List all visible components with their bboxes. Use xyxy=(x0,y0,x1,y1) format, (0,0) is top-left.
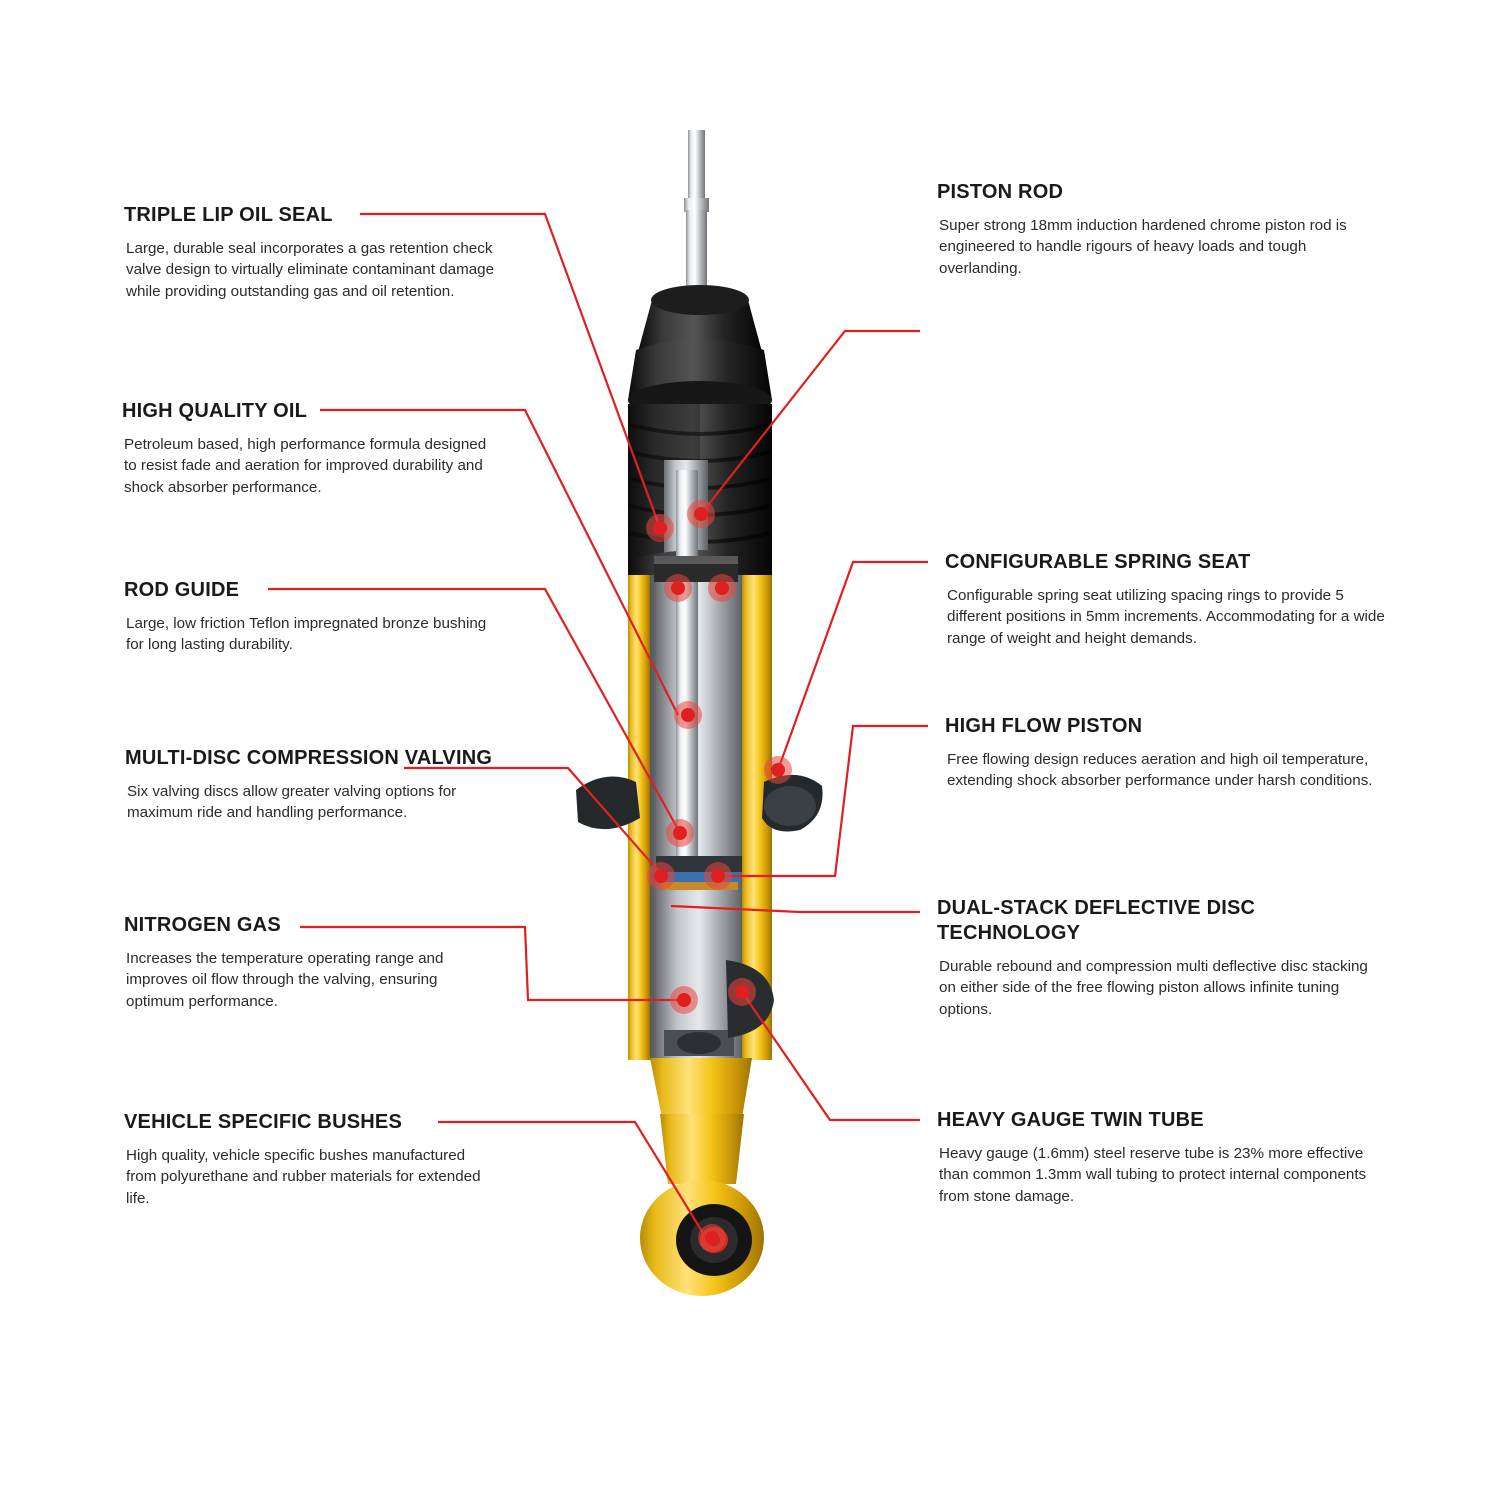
callout-multi-disc-compression-valving xyxy=(125,746,505,824)
leader-dual-stack-deflective-disc-technology xyxy=(671,906,920,912)
callout-body: Increases the temperature operating range and improves oil flow through the valving, ensuring optimum performance. xyxy=(126,949,444,1010)
callout-rod-guide xyxy=(124,578,494,656)
leader-high-flow-piston xyxy=(718,726,928,876)
leader-configurable-spring-seat xyxy=(778,562,928,770)
callout-body: Petroleum based, high performance formula designed to resist fade and aeration for improved durability and shock absorber performance. xyxy=(124,435,487,496)
callout-body: Configurable spring seat utilizing spacing rings to provide 5 different positions in 5mm increments. Accommodating for a wide range of weight and height demands. xyxy=(947,586,1385,647)
callout-triple-lip-oil-seal xyxy=(124,203,504,303)
callout-title: TRIPLE LIP OIL SEAL xyxy=(124,204,333,226)
callout-body: Large, low friction Teflon impregnated bronze bushing for long lasting durability. xyxy=(126,614,487,654)
callout-title: VEHICLE SPECIFIC BUSHES xyxy=(124,1111,402,1133)
callout-body: Free flowing design reduces aeration and high oil temperature, extending shock absorber performance under harsh conditions. xyxy=(947,750,1373,790)
hotspot-markers xyxy=(646,500,792,1252)
callout-heavy-gauge-twin-tube xyxy=(937,1108,1381,1208)
callout-title: NITROGEN GAS xyxy=(124,914,281,936)
callout-high-quality-oil xyxy=(122,399,494,499)
leader-piston-rod xyxy=(701,331,920,514)
callout-body: Heavy gauge (1.6mm) steel reserve tube is 23% more effective than common 1.3mm wall tubing to protect internal components from stone damage. xyxy=(939,1144,1367,1205)
callout-title: CONFIGURABLE SPRING SEAT xyxy=(945,551,1251,573)
callout-body: Durable rebound and compression multi deflective disc stacking on either side of the free flowing piston allows infinite tuning options. xyxy=(939,957,1368,1018)
callout-title: ROD GUIDE xyxy=(124,579,240,601)
callout-nitrogen-gas xyxy=(124,913,496,1013)
callout-piston-rod xyxy=(937,180,1389,280)
callout-title: PISTON ROD xyxy=(937,181,1064,203)
callout-body: Large, durable seal incorporates a gas retention check valve design to virtually eliminate contaminant damage while providing outstanding gas and oil retention. xyxy=(126,239,495,300)
callout-configurable-spring-seat xyxy=(945,550,1385,650)
callout-title: HIGH FLOW PISTON xyxy=(945,715,1143,737)
callout-title: HIGH QUALITY OIL xyxy=(122,400,308,422)
leader-heavy-gauge-twin-tube xyxy=(742,992,920,1120)
callout-vehicle-specific-bushes xyxy=(124,1110,496,1210)
callout-dual-stack-deflective-disc-technology xyxy=(937,896,1381,1020)
callout-title: DUAL-STACK DEFLECTIVE DISC TECHNOLOGY xyxy=(937,897,1256,944)
callout-title: MULTI-DISC COMPRESSION VALVING xyxy=(125,747,493,769)
callout-high-flow-piston xyxy=(945,714,1389,792)
callout-body: High quality, vehicle specific bushes manufactured from polyurethane and rubber materials for extended life. xyxy=(126,1146,481,1207)
callout-body: Six valving discs allow greater valving options for maximum ride and handling performance. xyxy=(127,782,457,822)
callout-title: HEAVY GAUGE TWIN TUBE xyxy=(937,1109,1204,1131)
callout-body: Super strong 18mm induction hardened chrome piston rod is engineered to handle rigours of heavy loads and tough overlanding. xyxy=(939,216,1347,277)
